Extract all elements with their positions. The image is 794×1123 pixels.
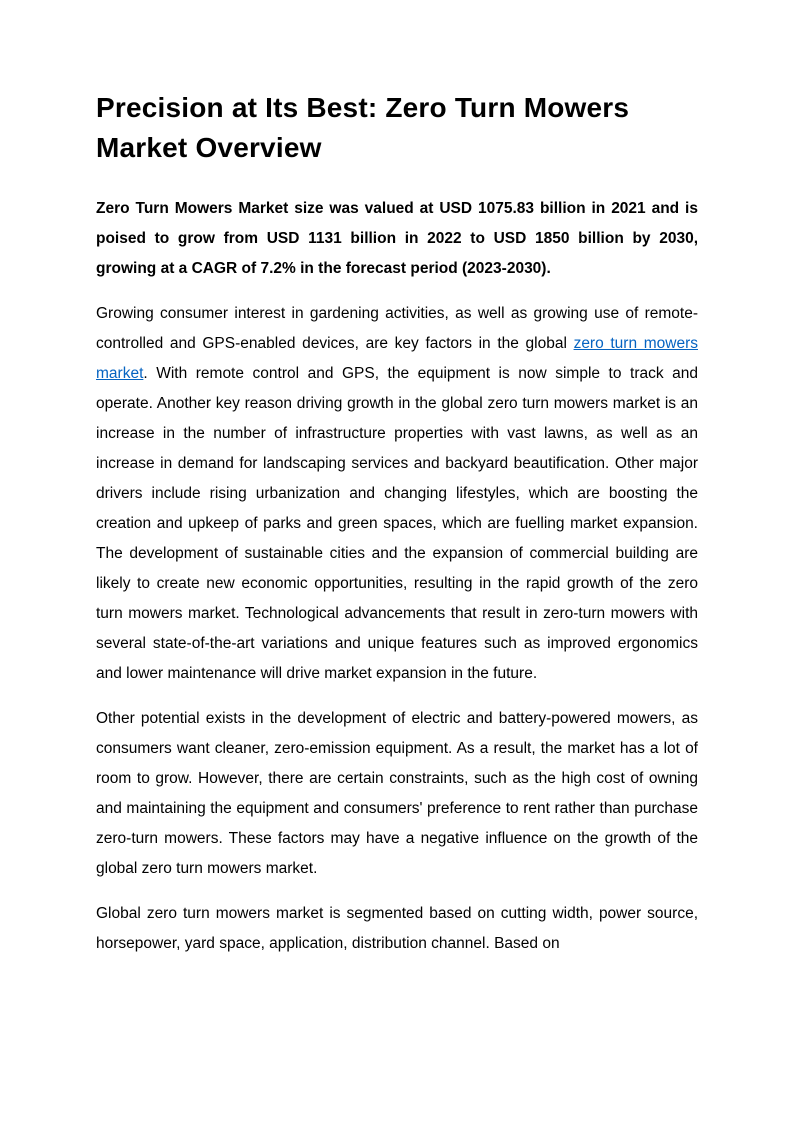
segmentation-paragraph: Global zero turn mowers market is segmented based on cutting width, power source, horsepower, yard space, application, distribution channel. Based on — [96, 905, 698, 952]
potential-paragraph: Other potential exists in the development of electric and battery-powered mowers, as consumers want cleaner, zero-emission equipment. As a result, the market has a lot of room to grow. However, there are certain constraints, such as the high cost of owning and maintaining the equipment and consumers' preference to rent rather than purchase zero-turn mowers. These factors may have a negative influence on the growth of the global zero turn mowers market. — [96, 710, 698, 877]
page-title: Precision at Its Best: Zero Turn Mowers Market Overview — [96, 92, 630, 163]
intro-bold-paragraph: Zero Turn Mowers Market size was valued at USD 1075.83 billion in 2021 and is poised to grow from USD 1131 billion in 2022 to USD 1850 billion by 2030, growing at a CAGR of 7.2% in the forecast period (2023-2030). — [96, 200, 698, 277]
growth-paragraph-text-after-link: . With remote control and GPS, the equipment is now simple to track and operate. Another key reason driving growth in the global zero turn mowers market is an increase in the number of infrastructure properties with vast lawns, as well as an increase in demand for landscaping services and backyard beautification. Other major drivers include rising urbanization and changing lifestyles, which are boosting the creation and upkeep of parks and green spaces, which are fuelling market expansion. The development of sustainable cities and the expansion of commercial building are likely to create new economic opportunities, resulting in the rapid growth of the zero turn mowers market. Technological advancements that result in zero-turn mowers with several state-of-the-art variations and unique features such as improved ergonomics and lower maintenance will drive market expansion in the future. — [96, 365, 698, 682]
growth-paragraph-text-before-link: Growing consumer interest in gardening activities, as well as growing use of remote-controlled and GPS-enabled devices, are key factors in the global — [96, 305, 698, 352]
zero-turn-mowers-market-link[interactable]: zero turn mowers market — [96, 335, 698, 382]
growth-paragraph — [96, 299, 698, 689]
